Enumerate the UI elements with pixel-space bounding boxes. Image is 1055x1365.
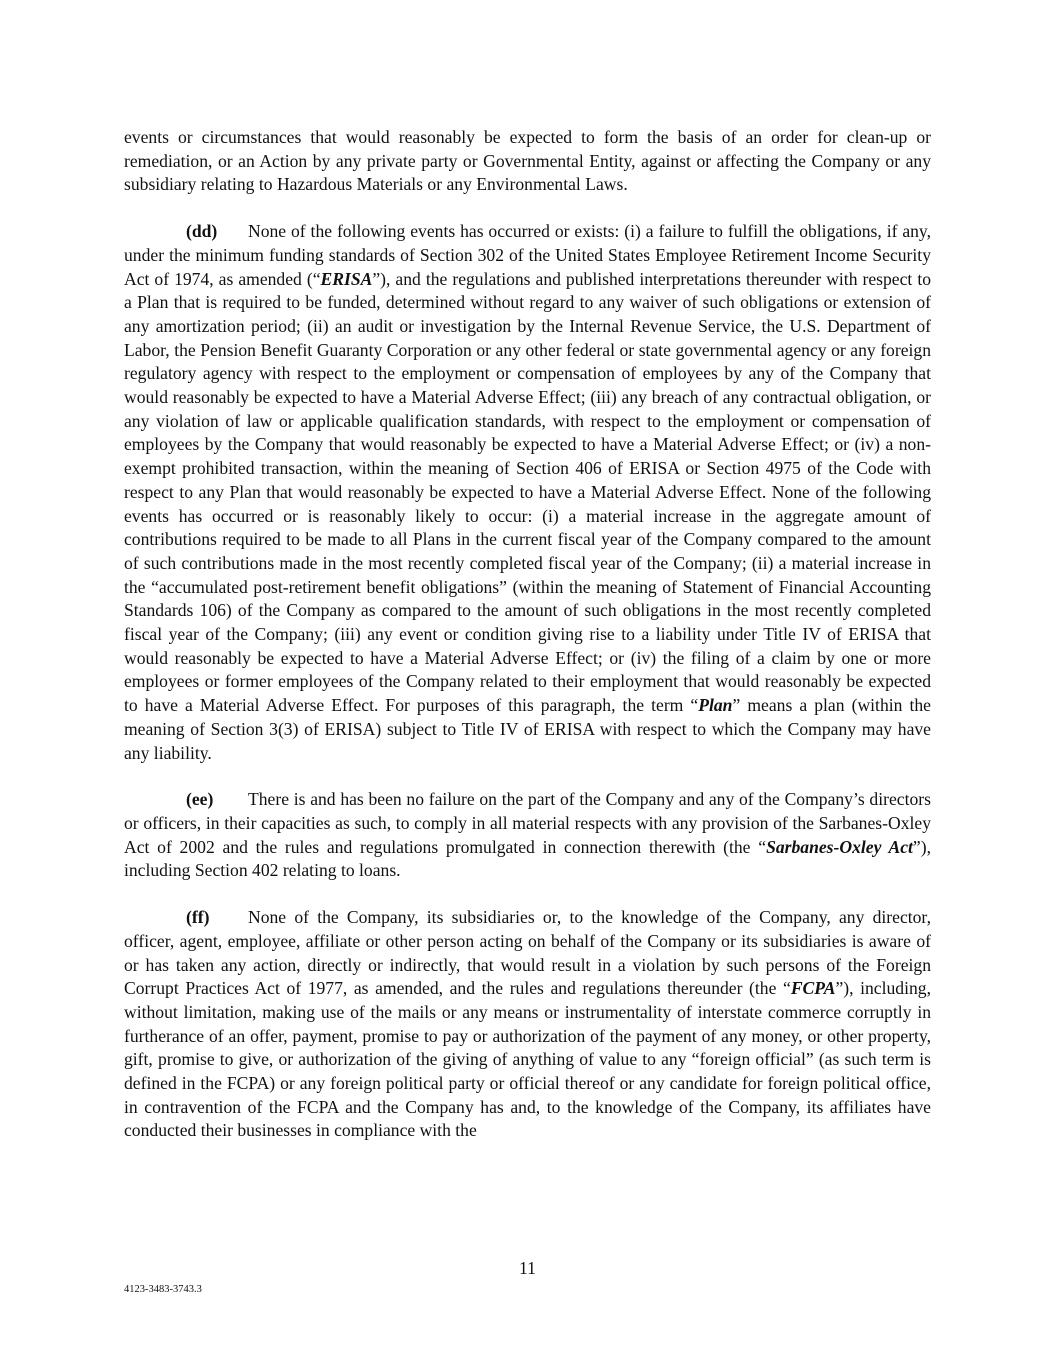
defined-term-erisa: ERISA	[320, 268, 373, 289]
paragraph-label-dd: (dd)	[186, 221, 218, 242]
document-body	[124, 126, 931, 1166]
paragraph-continuation: events or circumstances that would reasonably be expected to form the basis of an order for clean-up or remediation, or an Action by any private party or Governmental Entity, against or affecting the Company or any subsidiary relating to Hazardous Materials or any Environmental Laws.	[124, 127, 931, 195]
paragraph-ee-text-1: There is and has been no failure on the part of the Company and any of the Company’s directors or officers, in their capacities as such, to comply in all material respects with any provision of the Sarbanes-Oxley Act of 2002 and the rules and regulations promulgated in connection therewith (the “	[124, 789, 931, 857]
paragraph-label-ff: (ff)	[186, 907, 210, 928]
paragraph-ff-text-1: None of the Company, its subsidiaries or, to the knowledge of the Company, any director, officer, agent, employee, affiliate or other person acting on behalf of the Company or its subsidiaries is aware of or has taken any action, directly or indirectly, that would result in a violation by such persons of the Foreign Corrupt Practices Act of 1977, as amended, and the rules and regulations thereunder (the “	[124, 907, 931, 999]
paragraph-dd-text-1: None of the following events has occurred or exists: (i) a failure to fulfill the obligations, if any, under the minimum funding standards of Section 302 of the United States Employee Retirement Income Security Act of 1974, as amended (“	[124, 221, 931, 289]
defined-term-fcpa: FCPA	[790, 978, 836, 999]
defined-term-sarbanes-oxley-act: Sarbanes-Oxley Act	[766, 836, 913, 857]
paragraph-ff-text-2: ”), including, without limitation, making use of the mails or any means or instrumentality of interstate commerce corruptly in furtherance of an offer, payment, promise to pay or authorization of the payment of any money, or other property, gift, promise to give, or authorization of the giving of anything of value to any “foreign official” (as such term is defined in the FCPA) or any foreign political party or official thereof or any candidate for foreign political office, in contravention of the FCPA and the Company has and, to the knowledge of the Company, its affiliates have conducted their businesses in compliance with the	[124, 978, 931, 1141]
paragraph-dd-text-3: ” means a plan (within the meaning of Section 3(3) of ERISA) subject to Title IV of ERISA with respect to which the Company may have any liability.	[124, 695, 931, 763]
paragraph-dd-text-2: ”), and the regulations and published interpretations thereunder with respect to a Plan that is required to be funded, determined without regard to any waiver of such obligations or extension of any amortization period; (ii) an audit or investigation by the Internal Revenue Service, the U.S. Department of Labor, the Pension Benefit Guaranty Corporation or any other federal or state governmental agency or any foreign regulatory agency with respect to the employment or compensation of employees by any of the Company that would reasonably be expected to have a Material Adverse Effect; (iii) any breach of any contractual obligation, or any violation of law or applicable qualification standards, with respect to the employment or compensation of employees by the Company that would reasonably be expected to have a Material Adverse Effect; or (iv) a non-exempt prohibited transaction, within the meaning of Section 406 of ERISA or Section 4975 of the Code with respect to any Plan that would reasonably be expected to have a Material Adverse Effect. None of the following events has occurred or is reasonably likely to occur: (i) a material increase in the aggregate amount of contributions required to be made to all Plans in the current fiscal year of the Company compared to the amount of such contributions made in the most recently completed fiscal year of the Company; (ii) a material increase in the “accumulated post-retirement benefit obligations” (within the meaning of Statement of Financial Accounting Standards 106) of the Company as compared to the amount of such obligations in the most recently completed fiscal year of the Company; (iii) any event or condition giving rise to a liability under Title IV of ERISA that would reasonably be expected to have a Material Adverse Effect; or (iv) the filing of a claim by one or more employees or former employees of the Company related to their employment that would reasonably be expected to have a Material Adverse Effect. For purposes of this paragraph, the term “	[124, 268, 932, 716]
page-number: 11	[519, 1258, 536, 1278]
defined-term-plan: Plan	[698, 695, 733, 716]
paragraph-dd	[124, 220, 931, 765]
paragraph-ff	[124, 906, 931, 1143]
document-id: 4123-3483-3743.3	[124, 1284, 202, 1295]
paragraph-label-ee: (ee)	[186, 789, 214, 810]
paragraph-ee-text-2: ”), including Section 402 relating to loans.	[124, 836, 931, 881]
paragraph-ee	[124, 788, 931, 883]
